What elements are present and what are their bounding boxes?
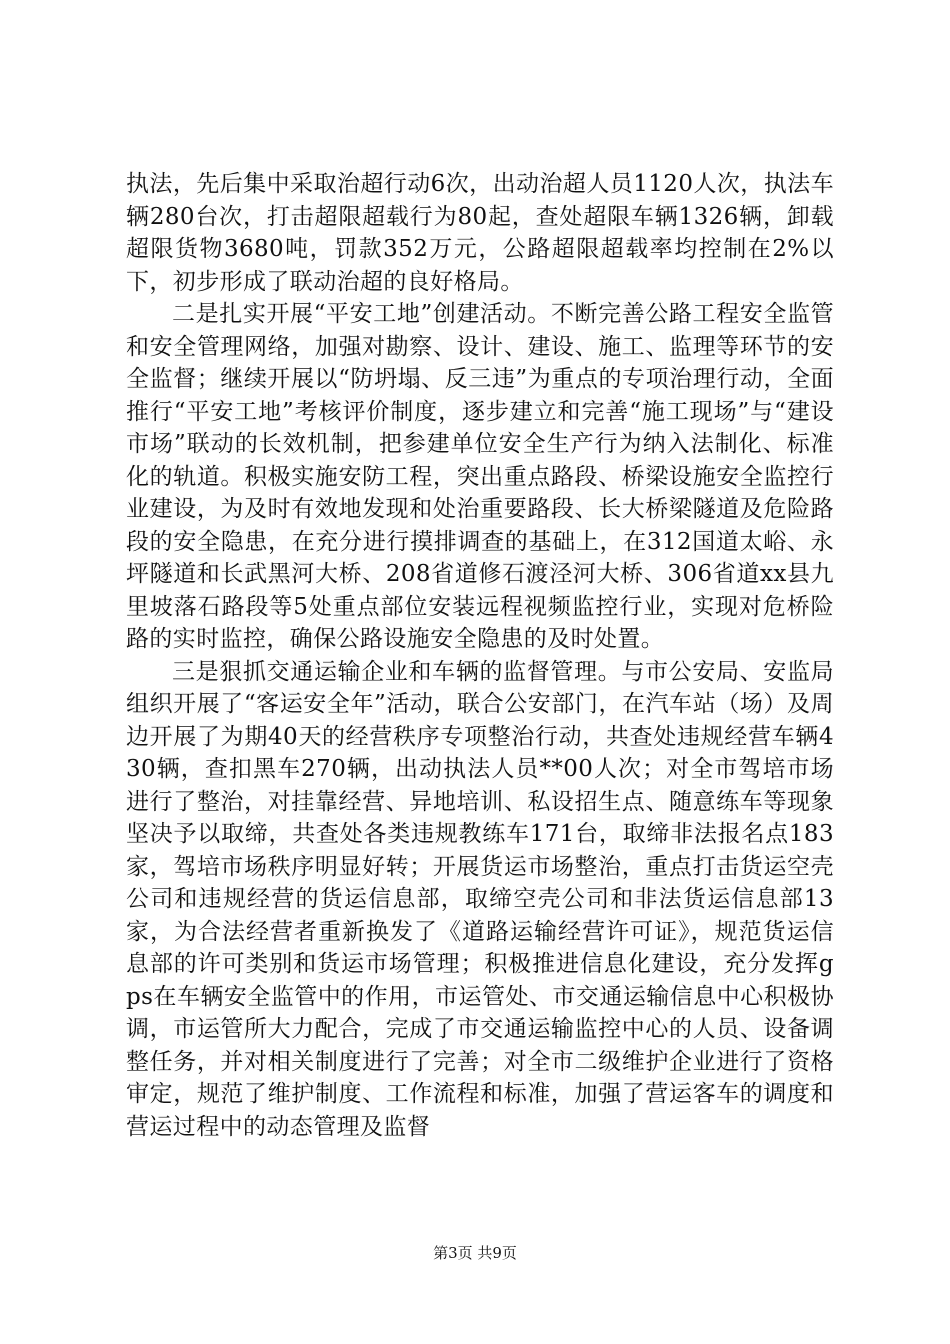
document-body bbox=[126, 168, 834, 1143]
paragraph-continued: 执法，先后集中采取治超行动6次，出动治超人员1120人次，执法车辆280台次，打击超限超载行为80起，查处超限车辆1326辆，卸载超限货物3680吨，罚款352万元，公路超限超载率均控制在2%以下，初步形成了联动治超的良好格局。 bbox=[126, 171, 834, 295]
paragraph-safe-worksite: 二是扎实开展“平安工地”创建活动。不断完善公路工程安全监管和安全管理网络，加强对勘察、设计、建设、施工、监理等环节的安全监督；继续开展以“防坍塌、反三违”为重点的专项治理行动，全面推行“平安工地”考核评价制度，逐步建立和完善“施工现场”与“建设市场”联动的长效机制，把参建单位安全生产行为纳入法制化、标准化的轨道。积极实施安防工程，突出重点路段、桥梁设施安全监控行业建设，为及时有效地发现和处治重要路段、长大桥梁隧道及危险路段的安全隐患，在充分进行摸排调查的基础上，在312国道太峪、永坪隧道和长武黑河大桥、208省道修石渡泾河大桥、306省道xx县九里坡落石路段等5处重点部位安装远程视频监控行业，实现对危桥险路的实时监控，确保公路设施安全隐患的及时处置。 bbox=[126, 301, 834, 652]
paragraph-transport-supervision: 三是狠抓交通运输企业和车辆的监督管理。与市公安局、安监局组织开展了“客运安全年”活动，联合公安部门，在汽车站（场）及周边开展了为期40天的经营秩序专项整治行动，共查处违规经营车辆430辆，查扣黑车270辆，出动执法人员**00人次；对全市驾培市场进行了整治，对挂靠经营、异地培训、私设招生点、随意练车等现象坚决予以取缔，共查处各类违规教练车171台，取缔非法报名点183家，驾培市场秩序明显好转；开展货运市场整治，重点打击货运空壳公司和违规经营的货运信息部，取缔空壳公司和非法货运信息部13家，为合法经营者重新换发了《道路运输经营许可证》，规范货运信息部的许可类别和货运市场管理；积极推进信息化建设，充分发挥gps在车辆安全监管中的作用，市运管处、市交通运输信息中心积极协调，市运管所大力配合，完成了市交通运输监控中心的人员、设备调整任务，并对相关制度进行了完善；对全市二级维护企业进行了资格审定，规范了维护制度、工作流程和标准，加强了营运客车的调度和营运过程中的动态管理及监督 bbox=[126, 658, 834, 1140]
page-number-footer: 第3页 共9页 bbox=[433, 1244, 517, 1262]
